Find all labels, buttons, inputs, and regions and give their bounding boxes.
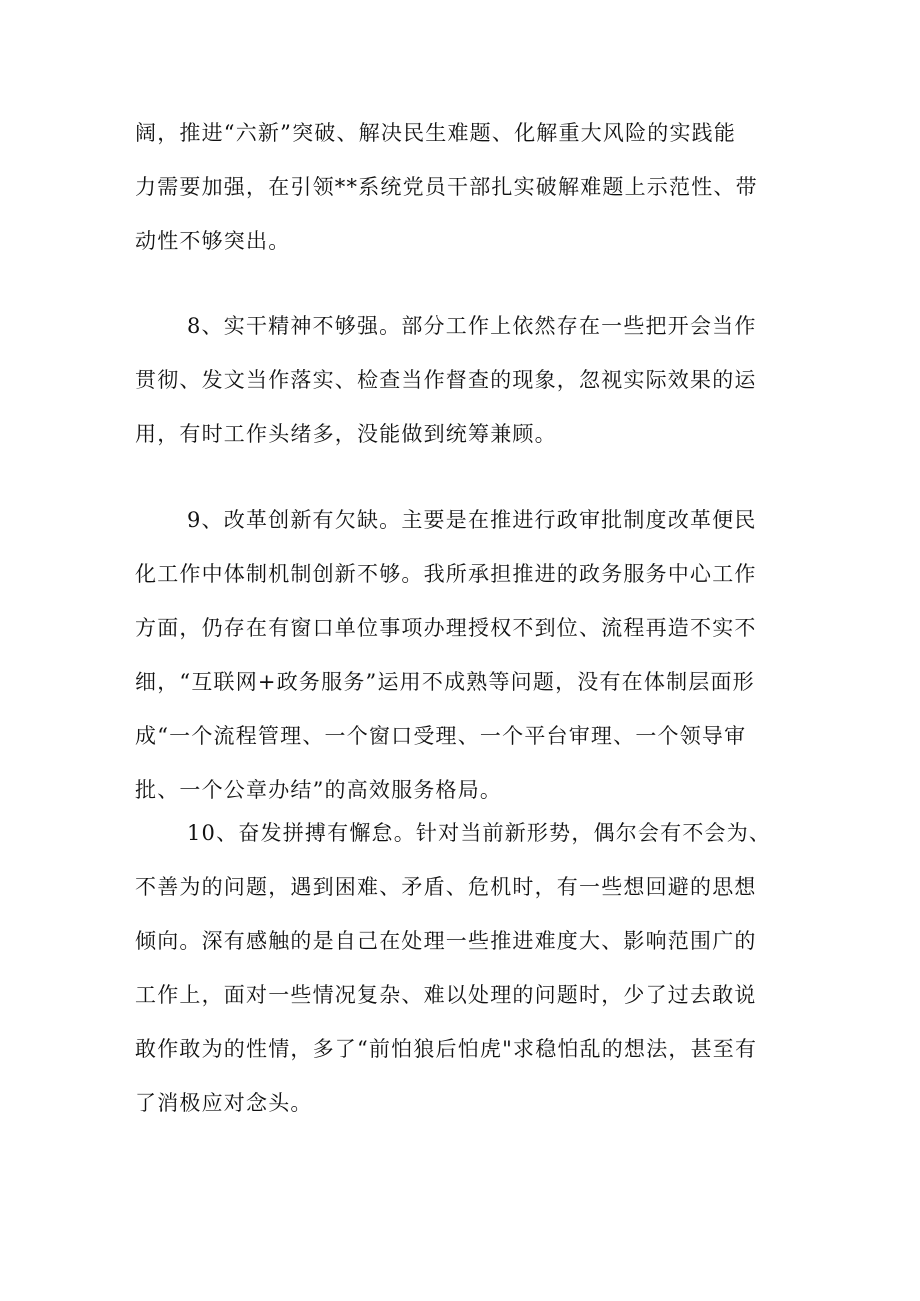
paragraph-line: 8、实干精神不够强。部分工作上依然存在一些把开会当作 (187, 314, 757, 338)
paragraph-line: 成“一个流程管理、一个窗口受理、一个平台审理、一个领导审 (135, 724, 747, 748)
paragraph-line: 工作上，面对一些情况复杂、难以处理的问题时，少了过去敢说 (135, 983, 757, 1007)
paragraph-line: 批、一个公章办结”的高效服务格局。 (135, 778, 503, 802)
paragraph-line: 力需要加强，在引领**系统党员干部扎实破解难题上示范性、带 (135, 175, 758, 199)
paragraph-item-10 (135, 806, 795, 1130)
paragraph-line: 贯彻、发文当作落实、检查当作督查的现象，忽视实际效果的运 (135, 368, 757, 392)
paragraph-line: 化工作中体制机制创新不够。我所承担推进的政务服务中心工作 (135, 562, 757, 586)
paragraph-line: 细，“互联网+政务服务”运用不成熟等问题，没有在体制层面形 (135, 670, 755, 694)
paragraph-item-9 (135, 493, 795, 817)
paragraph-line: 方面，仍存在有窗口单位事项办理授权不到位、流程再造不实不 (135, 616, 757, 640)
paragraph-line: 9、改革创新有欠缺。主要是在推进行政审批制度改革便民 (187, 508, 757, 532)
paragraph-line: 10、奋发拼搏有懈怠。针对当前新形势，偶尔会有不会为、 (187, 821, 772, 845)
paragraph-continuation (135, 106, 795, 268)
paragraph-line: 了消极应对念头。 (135, 1091, 313, 1115)
paragraph-line: 不善为的问题，遇到困难、矛盾、危机时，有一些想回避的思想 (135, 875, 757, 899)
paragraph-line: 倾向。深有感触的是自己在处理一些推进难度大、影响范围广的 (135, 929, 757, 953)
paragraph-line: 动性不够突出。 (135, 229, 291, 253)
paragraph-line: 阔，推进“六新”突破、解决民生难题、化解重大风险的实践能 (135, 121, 737, 145)
paragraph-line: 敢作敢为的性情，多了“前怕狼后怕虎"求稳怕乱的想法，甚至有 (135, 1037, 758, 1061)
paragraph-line: 用，有时工作头绪多，没能做到统筹兼顾。 (135, 422, 557, 446)
paragraph-item-8 (135, 299, 795, 461)
